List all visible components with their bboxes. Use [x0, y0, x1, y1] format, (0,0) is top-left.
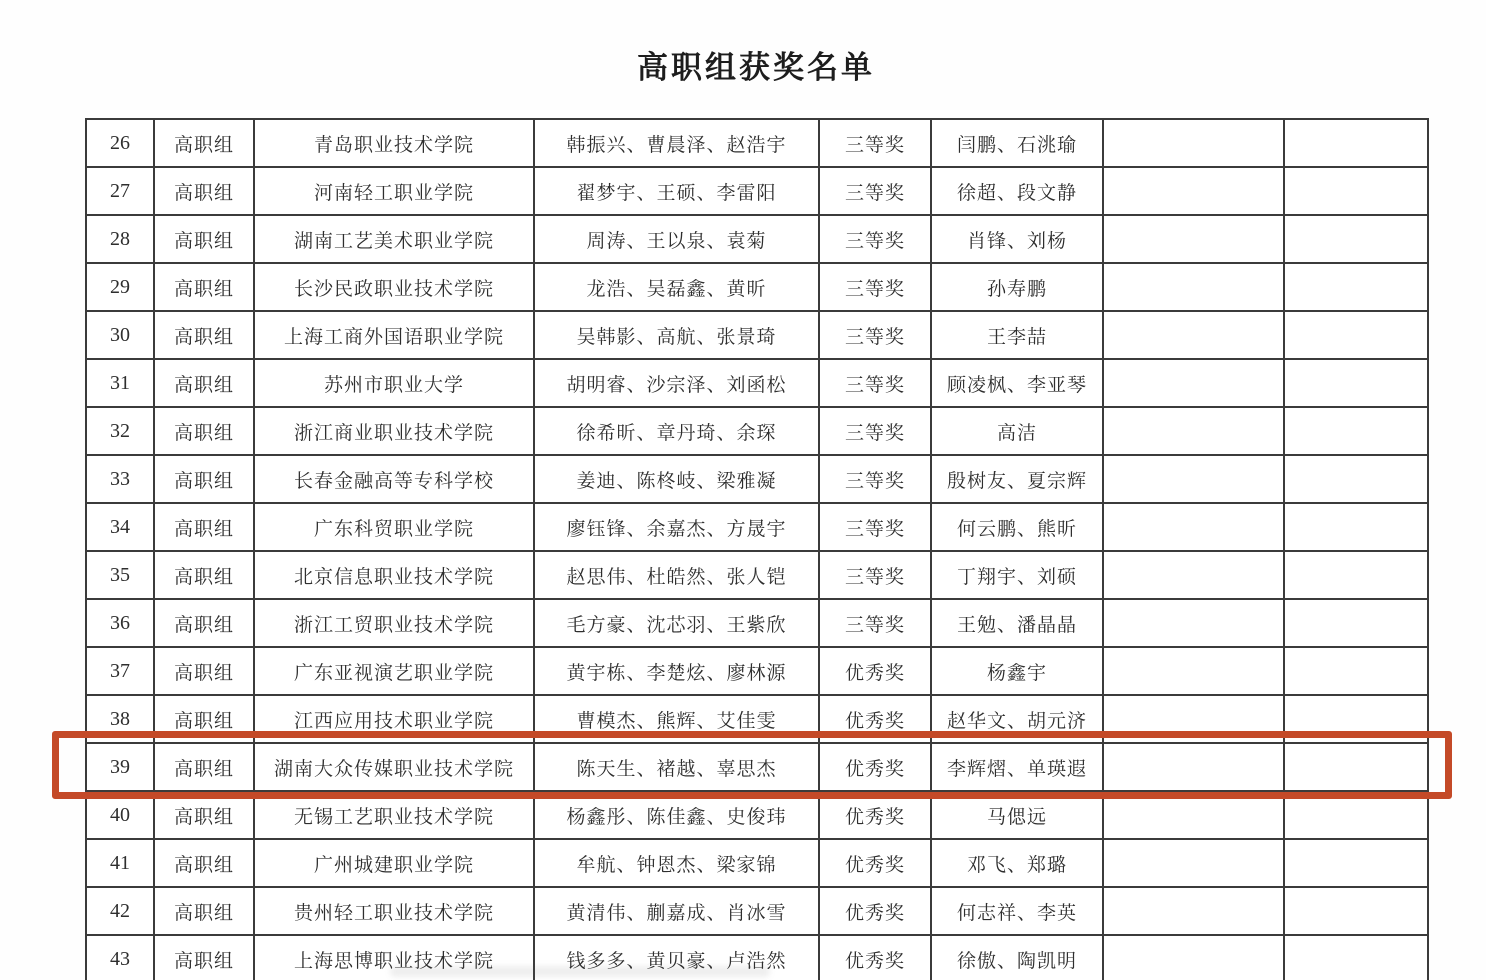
cell-extra1 — [1103, 695, 1284, 743]
cell-number: 36 — [86, 599, 154, 647]
cell-school: 广东亚视演艺职业学院 — [254, 647, 534, 695]
cell-number: 42 — [86, 887, 154, 935]
cell-number: 34 — [86, 503, 154, 551]
cell-number: 26 — [86, 119, 154, 167]
cell-group: 高职组 — [154, 551, 254, 599]
cell-group: 高职组 — [154, 839, 254, 887]
cell-school: 上海思博职业技术学院 — [254, 935, 534, 980]
cell-extra1 — [1103, 215, 1284, 263]
cell-award: 三等奖 — [819, 599, 931, 647]
cell-group: 高职组 — [154, 887, 254, 935]
table-row — [86, 887, 1428, 935]
cell-extra2 — [1284, 791, 1428, 839]
cell-students: 黄宇栋、李楚炫、廖林源 — [534, 647, 819, 695]
cell-extra1 — [1103, 839, 1284, 887]
cell-award: 三等奖 — [819, 455, 931, 503]
cell-students: 廖钰锋、余嘉杰、方晟宇 — [534, 503, 819, 551]
cell-school: 贵州轻工职业技术学院 — [254, 887, 534, 935]
cell-group: 高职组 — [154, 119, 254, 167]
cell-number: 39 — [86, 743, 154, 791]
cell-teachers: 孙寿鹏 — [931, 263, 1103, 311]
cell-award: 三等奖 — [819, 407, 931, 455]
table-row — [86, 311, 1428, 359]
table-row — [86, 407, 1428, 455]
cell-school: 湖南工艺美术职业学院 — [254, 215, 534, 263]
cell-teachers: 高洁 — [931, 407, 1103, 455]
cell-group: 高职组 — [154, 167, 254, 215]
award-table-body — [86, 119, 1428, 980]
cell-students: 韩振兴、曹晨泽、赵浩宇 — [534, 119, 819, 167]
cell-number: 31 — [86, 359, 154, 407]
cell-number: 30 — [86, 311, 154, 359]
cell-group: 高职组 — [154, 455, 254, 503]
table-row — [86, 647, 1428, 695]
cell-extra1 — [1103, 887, 1284, 935]
cell-teachers: 何志祥、李英 — [931, 887, 1103, 935]
table-row — [86, 839, 1428, 887]
cell-teachers: 赵华文、胡元济 — [931, 695, 1103, 743]
cell-teachers: 马偲远 — [931, 791, 1103, 839]
cell-extra2 — [1284, 935, 1428, 980]
cell-extra1 — [1103, 119, 1284, 167]
cell-teachers: 肖锋、刘杨 — [931, 215, 1103, 263]
cell-school: 北京信息职业技术学院 — [254, 551, 534, 599]
cell-award: 三等奖 — [819, 263, 931, 311]
cell-group: 高职组 — [154, 599, 254, 647]
cell-teachers: 丁翔宇、刘硕 — [931, 551, 1103, 599]
cell-school: 青岛职业技术学院 — [254, 119, 534, 167]
cell-extra2 — [1284, 167, 1428, 215]
cell-extra1 — [1103, 599, 1284, 647]
cell-number: 35 — [86, 551, 154, 599]
cell-school: 湖南大众传媒职业技术学院 — [254, 743, 534, 791]
cell-extra2 — [1284, 503, 1428, 551]
cell-school: 广东科贸职业学院 — [254, 503, 534, 551]
cell-teachers: 杨鑫宇 — [931, 647, 1103, 695]
page-title: 高职组获奖名单 — [637, 50, 875, 85]
cell-extra2 — [1284, 119, 1428, 167]
cell-extra2 — [1284, 743, 1428, 791]
cell-extra2 — [1284, 647, 1428, 695]
cell-students: 毛方豪、沈芯羽、王紫欣 — [534, 599, 819, 647]
cell-extra2 — [1284, 839, 1428, 887]
cell-group: 高职组 — [154, 263, 254, 311]
cell-teachers: 王勉、潘晶晶 — [931, 599, 1103, 647]
cell-group: 高职组 — [154, 743, 254, 791]
cell-extra1 — [1103, 407, 1284, 455]
cell-school: 苏州市职业大学 — [254, 359, 534, 407]
cell-students: 姜迪、陈柊岐、梁雅凝 — [534, 455, 819, 503]
cell-students: 杨鑫彤、陈佳鑫、史俊玮 — [534, 791, 819, 839]
cell-group: 高职组 — [154, 311, 254, 359]
cell-students: 赵思伟、杜皓然、张人铠 — [534, 551, 819, 599]
cell-number: 37 — [86, 647, 154, 695]
cell-teachers: 李辉熠、单瑛遐 — [931, 743, 1103, 791]
cell-extra1 — [1103, 791, 1284, 839]
cell-students: 牟航、钟恩杰、梁家锦 — [534, 839, 819, 887]
cell-award: 三等奖 — [819, 167, 931, 215]
cell-group: 高职组 — [154, 647, 254, 695]
cell-extra2 — [1284, 407, 1428, 455]
table-row — [86, 215, 1428, 263]
cell-award: 优秀奖 — [819, 695, 931, 743]
scan-artifact — [390, 966, 770, 977]
cell-group: 高职组 — [154, 935, 254, 980]
cell-students: 龙浩、吴磊鑫、黄昕 — [534, 263, 819, 311]
award-table — [85, 118, 1429, 980]
cell-extra2 — [1284, 887, 1428, 935]
cell-award: 优秀奖 — [819, 647, 931, 695]
cell-number: 32 — [86, 407, 154, 455]
cell-teachers: 殷树友、夏宗辉 — [931, 455, 1103, 503]
cell-school: 长春金融高等专科学校 — [254, 455, 534, 503]
cell-extra2 — [1284, 359, 1428, 407]
cell-teachers: 徐傲、陶凯明 — [931, 935, 1103, 980]
cell-award: 三等奖 — [819, 359, 931, 407]
cell-school: 上海工商外国语职业学院 — [254, 311, 534, 359]
cell-extra1 — [1103, 935, 1284, 980]
cell-group: 高职组 — [154, 215, 254, 263]
cell-school: 河南轻工职业学院 — [254, 167, 534, 215]
cell-teachers: 王李喆 — [931, 311, 1103, 359]
award-table-wrap — [85, 118, 1427, 980]
cell-teachers: 徐超、段文静 — [931, 167, 1103, 215]
cell-extra2 — [1284, 311, 1428, 359]
cell-extra2 — [1284, 599, 1428, 647]
table-row — [86, 359, 1428, 407]
cell-school: 无锡工艺职业技术学院 — [254, 791, 534, 839]
cell-extra2 — [1284, 695, 1428, 743]
cell-students: 徐希昕、章丹琦、余琛 — [534, 407, 819, 455]
cell-students: 黄清伟、蒯嘉成、肖冰雪 — [534, 887, 819, 935]
cell-number: 41 — [86, 839, 154, 887]
cell-award: 三等奖 — [819, 551, 931, 599]
cell-students: 钱多多、黄贝豪、卢浩然 — [534, 935, 819, 980]
cell-teachers: 邓飞、郑璐 — [931, 839, 1103, 887]
cell-group: 高职组 — [154, 359, 254, 407]
cell-extra1 — [1103, 311, 1284, 359]
table-row — [86, 263, 1428, 311]
cell-extra2 — [1284, 263, 1428, 311]
cell-number: 27 — [86, 167, 154, 215]
cell-award: 三等奖 — [819, 119, 931, 167]
cell-students: 陈天生、褚越、辜思杰 — [534, 743, 819, 791]
cell-extra1 — [1103, 455, 1284, 503]
cell-extra1 — [1103, 263, 1284, 311]
table-row — [86, 119, 1428, 167]
cell-award: 优秀奖 — [819, 791, 931, 839]
cell-students: 周涛、王以泉、袁菊 — [534, 215, 819, 263]
cell-number: 43 — [86, 935, 154, 980]
cell-extra1 — [1103, 551, 1284, 599]
cell-extra1 — [1103, 647, 1284, 695]
cell-extra2 — [1284, 215, 1428, 263]
cell-group: 高职组 — [154, 695, 254, 743]
cell-extra1 — [1103, 167, 1284, 215]
cell-number: 38 — [86, 695, 154, 743]
cell-students: 曹模杰、熊辉、艾佳雯 — [534, 695, 819, 743]
cell-school: 长沙民政职业技术学院 — [254, 263, 534, 311]
cell-extra1 — [1103, 359, 1284, 407]
cell-award: 三等奖 — [819, 503, 931, 551]
table-row — [86, 167, 1428, 215]
cell-teachers: 顾凌枫、李亚琴 — [931, 359, 1103, 407]
cell-school: 广州城建职业学院 — [254, 839, 534, 887]
cell-school: 浙江商业职业技术学院 — [254, 407, 534, 455]
cell-students: 吴韩影、高航、张景琦 — [534, 311, 819, 359]
cell-extra2 — [1284, 455, 1428, 503]
cell-students: 胡明睿、沙宗泽、刘函松 — [534, 359, 819, 407]
cell-group: 高职组 — [154, 407, 254, 455]
cell-award: 优秀奖 — [819, 839, 931, 887]
cell-students: 翟梦宇、王硕、李雷阳 — [534, 167, 819, 215]
cell-award: 优秀奖 — [819, 935, 931, 980]
table-row — [86, 695, 1428, 743]
cell-award: 三等奖 — [819, 215, 931, 263]
table-row — [86, 743, 1428, 791]
cell-school: 浙江工贸职业技术学院 — [254, 599, 534, 647]
cell-number: 28 — [86, 215, 154, 263]
cell-award: 优秀奖 — [819, 743, 931, 791]
cell-school: 江西应用技术职业学院 — [254, 695, 534, 743]
cell-teachers: 闫鹏、石洮瑜 — [931, 119, 1103, 167]
table-row — [86, 551, 1428, 599]
cell-award: 优秀奖 — [819, 887, 931, 935]
cell-number: 40 — [86, 791, 154, 839]
cell-number: 29 — [86, 263, 154, 311]
table-row — [86, 455, 1428, 503]
table-row — [86, 503, 1428, 551]
table-row — [86, 599, 1428, 647]
cell-extra1 — [1103, 503, 1284, 551]
cell-extra2 — [1284, 551, 1428, 599]
cell-teachers: 何云鹏、熊昕 — [931, 503, 1103, 551]
cell-group: 高职组 — [154, 503, 254, 551]
cell-extra1 — [1103, 743, 1284, 791]
cell-group: 高职组 — [154, 791, 254, 839]
cell-award: 三等奖 — [819, 311, 931, 359]
cell-number: 33 — [86, 455, 154, 503]
table-row — [86, 791, 1428, 839]
